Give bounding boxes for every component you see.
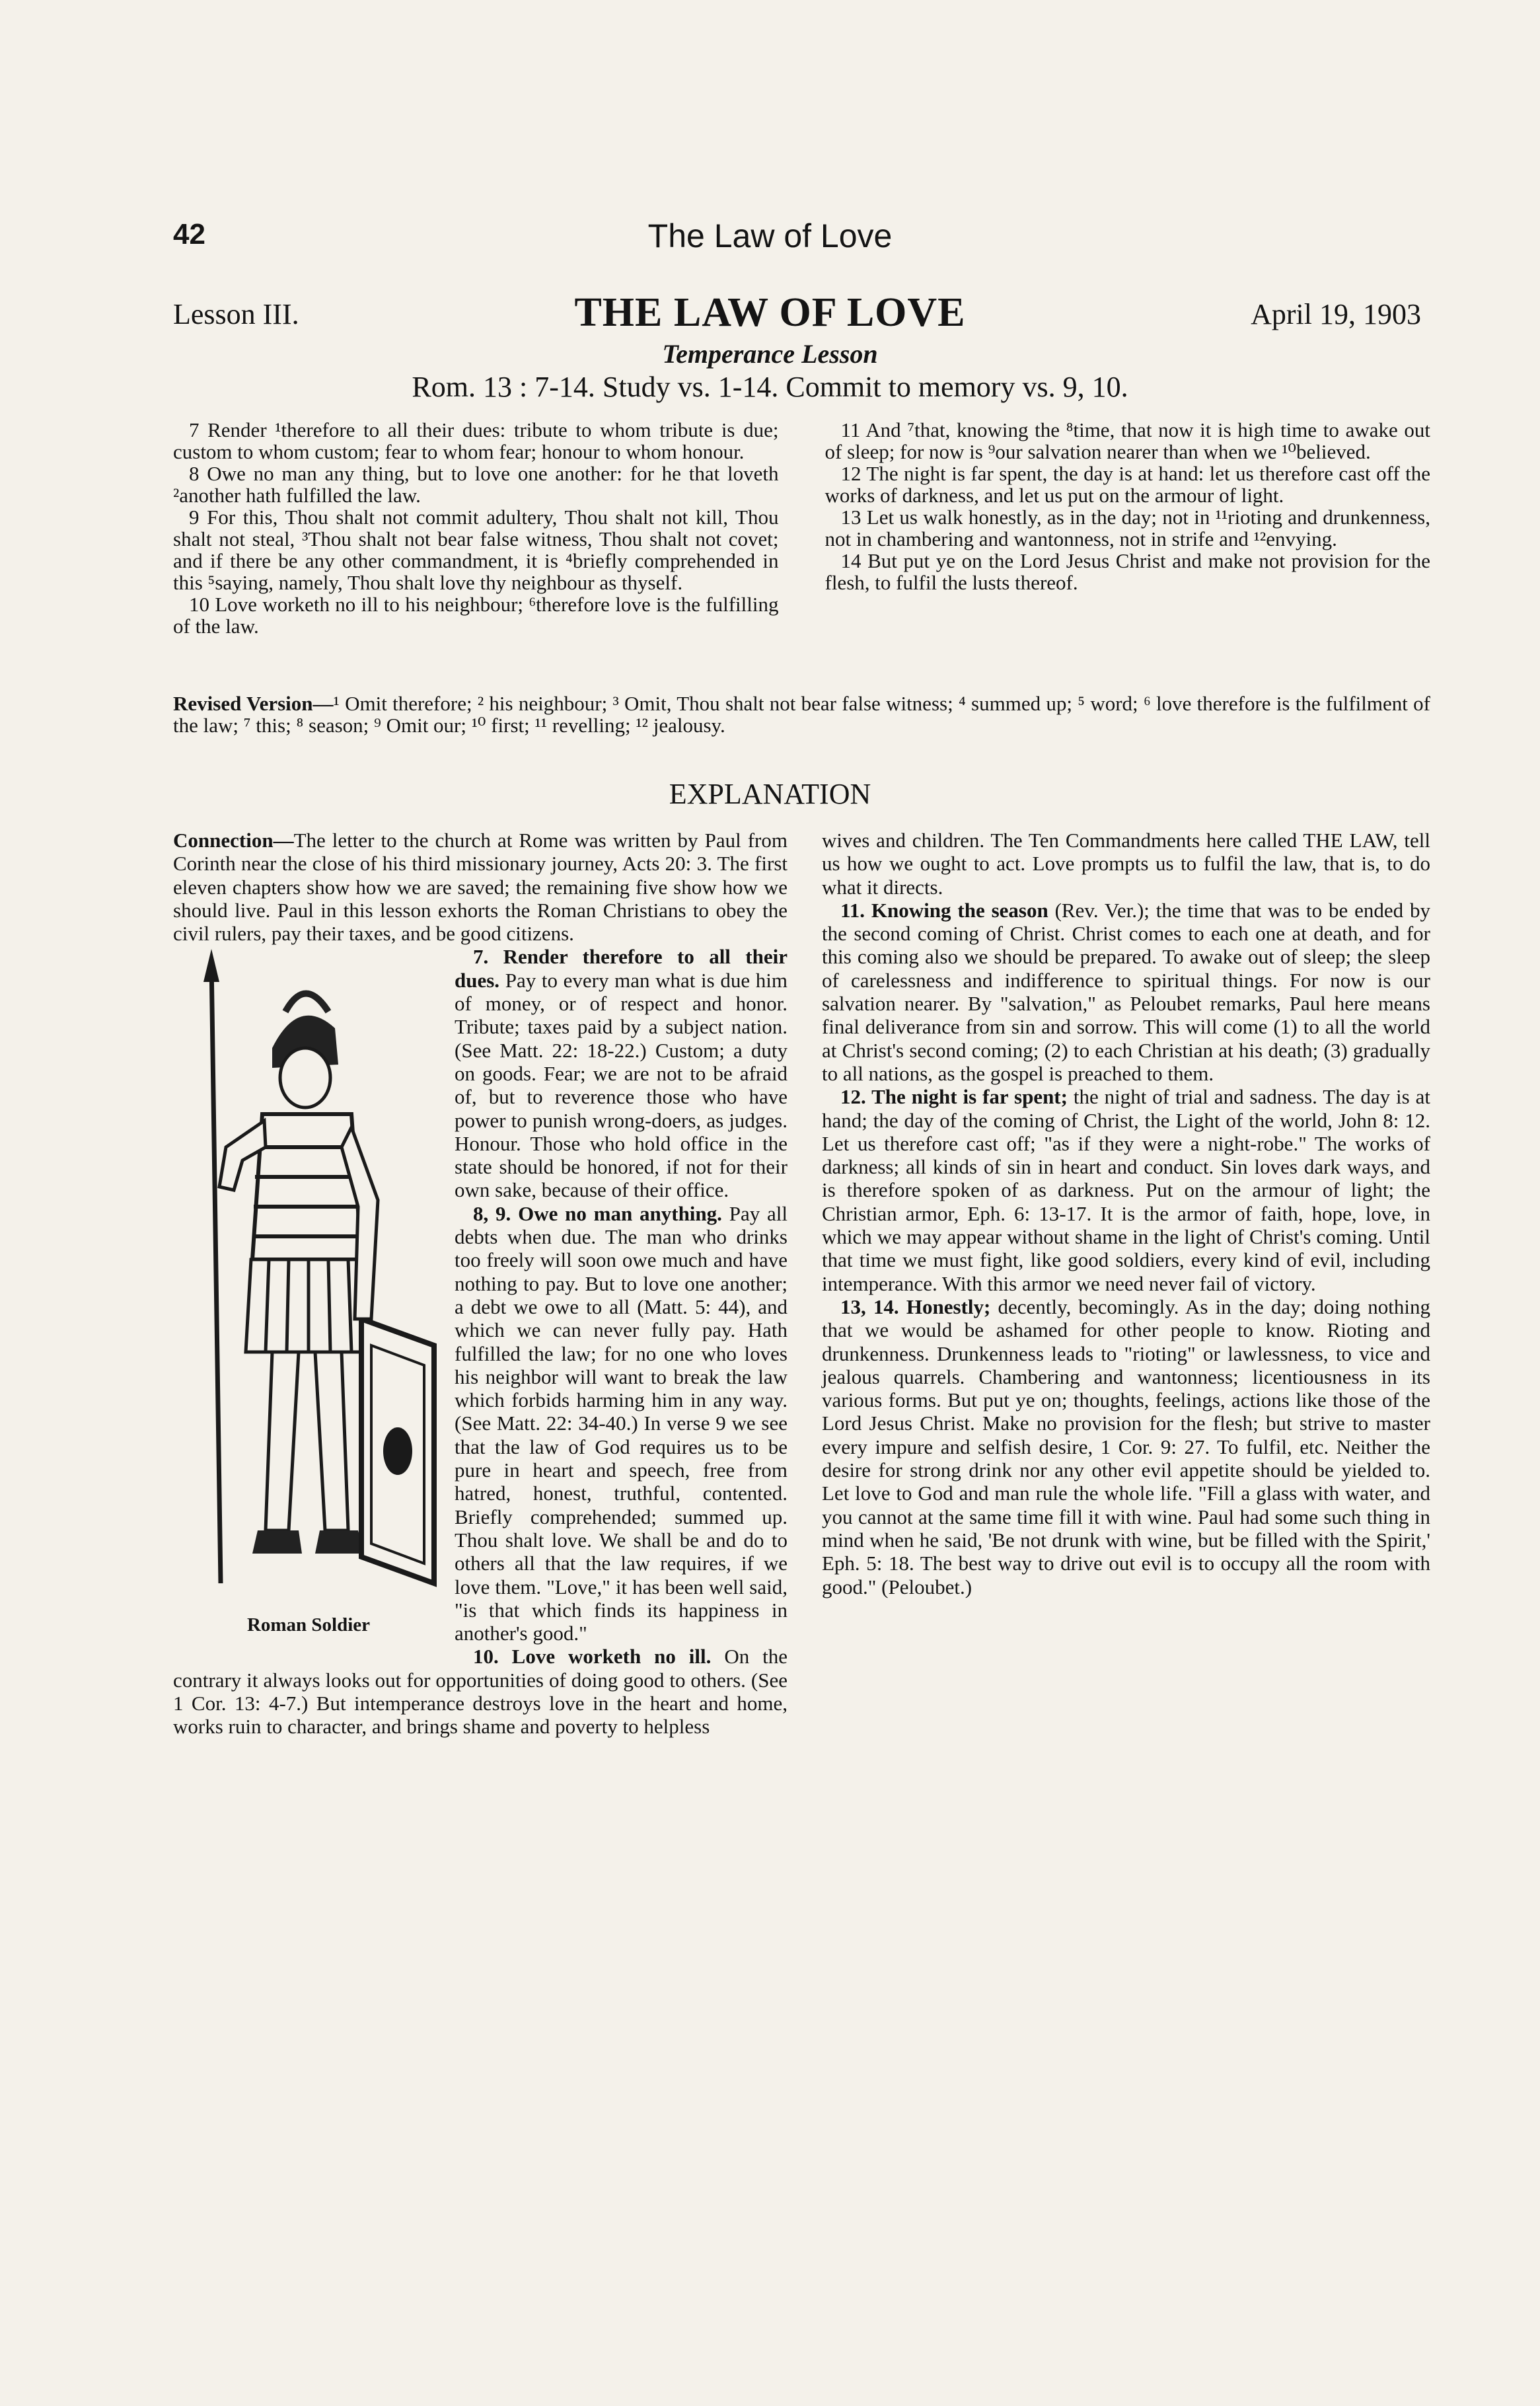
term-verses-8-9: 8, 9. Owe no man anything. [473, 1201, 722, 1225]
paragraph-verse-10: 10. Love worketh no ill. On the contrary it always looks out for opportunities of doing good to others. (See 1 Cor. 13: 4-7.) But intemperance destroys love in the heart and home, works ruin to character, and brings shame and poverty to helpless [173, 1645, 788, 1739]
verse-11: 11 And ⁷that, knowing the ⁸time, that now it is high time to awake out of sleep; for now is ⁹our salvation nearer than when we ¹⁰believed. [825, 418, 1430, 463]
revised-version-label: Revised Version— [173, 692, 334, 715]
roman-soldier-illustration [173, 949, 444, 1610]
term-connection: Connection— [173, 829, 294, 852]
explanation-left-column [173, 829, 788, 1739]
figure-caption: Roman Soldier [246, 1614, 371, 1636]
lesson-date: April 19, 1903 [1251, 298, 1421, 330]
verse-7: 7 Render ¹therefore to all their dues: tribute to whom tribute is due; custom to whom custom; fear to whom fear; honour to whom honour. [173, 418, 779, 463]
verse-9: 9 For this, Thou shalt not commit adultery, Thou shalt not kill, Thou shalt not steal, ³Thou shalt not bear false witness, Thou shalt not covet; and if there be any other commandment, it is ⁴briefly comprehended in this ⁵saying, namely, Thou shalt love thy neighbour as thyself. [173, 506, 779, 594]
running-title: The Law of Love [647, 217, 893, 254]
term-verse-11: 11. Knowing the season [840, 898, 1048, 922]
lesson-subtitle: Temperance Lesson [662, 339, 878, 369]
scripture-passage [173, 419, 1430, 637]
verse-10: 10 Love worketh no ill to his neighbour; ⁶therefore love is the fulfilling of the law. [173, 593, 779, 638]
verse-14: 14 But put ye on the Lord Jesus Christ and make not provision for the flesh, to fulfil the lusts thereof. [825, 549, 1430, 594]
term-verse-12: 12. The night is far spent; [840, 1085, 1068, 1109]
lesson-title: THE LAW OF LOVE [574, 290, 966, 335]
explanation-right-column [822, 829, 1430, 1598]
lesson-number: Lesson III. [173, 298, 299, 330]
term-verse-7: 7. Render therefore to all their dues. [455, 945, 788, 992]
term-verse-10: 10. Love worketh no ill. [473, 1645, 712, 1669]
explanation-heading: EXPLANATION [669, 778, 871, 810]
roman-soldier-figure [173, 949, 444, 1643]
paragraph-connection: Connection—The letter to the church at Rome was written by Paul from Corinth near the close of his third missionary journey, Acts 20: 3. The first eleven chapters show how we are saved; the remaining five show how we should live. Paul in this lesson exhorts the Roman Christians to obey the civil rulers, pay their taxes, and be good citizens. [173, 829, 788, 946]
paragraph-verses-13-14: 13, 14. Honestly; decently, becomingly. As in the day; doing nothing that we would be ashamed for other people to know. Rioting and drunkenness. Drunkenness leads to "rioting" or lawlessness, to vice and jealous quarrels. Chambering and wantonness; licentiousness in its various forms. But put ye on; thoughts, feelings, actions like those of the Lord Jesus Christ. Make no provision for the flesh; but strive to master every impure and selfish desire, 1 Cor. 9: 27. To fulfil, etc. Neither the desire for strong drink nor any other evil appetite should be yielded to. Let love to God and man rule the whole life. "Fill a glass with water, and you cannot at the same time fill it with wine. Paul had some such thing in mind when he said, 'Be not drunk with wine, but be filled with the Spirit,' Eph. 5: 18. The best way to drive out evil is to occupy all the room with good." (Peloubet.) [822, 1295, 1430, 1598]
page-number: 42 [173, 218, 205, 250]
paragraph-verse-11: 11. Knowing the season (Rev. Ver.); the time that was to be ended by the second coming of Christ. Christ comes to each one at death, and for this coming also we should be prepared. To awake out of sleep; the sleep of carelessness and indifference to spiritual things. For now is our salvation nearer. By "salvation," as Peloubet remarks, Paul here means final deliverance from sin and sorrow. This will come (1) to all the world at Christ's second coming; (2) to each Christian at his death; (3) gradually to all nations, as the gospel is preached to them. [822, 898, 1430, 1085]
verse-8: 8 Owe no man any thing, but to love one another: for he that loveth ²another hath fulfilled the law. [173, 462, 779, 507]
paragraph-continuation: wives and children. The Ten Commandments here called THE LAW, tell us how we ought to act. Love prompts us to fulfil the law, that is, to do what it directs. [822, 829, 1430, 899]
verse-13: 13 Let us walk honestly, as in the day; not in ¹¹rioting and drunkenness, not in chambering and wantonness, not in strife and ¹²envying. [825, 506, 1430, 550]
paragraph-verses-8-9: 8, 9. Owe no man anything. Pay all debts when due. The man who drinks too freely will soon owe much and have nothing to pay. But to love one another; a debt we owe to all (Matt. 5: 44), and which we can never fully pay. Hath fulfilled the law; for no one who loves his neighbor will want to break the law which forbids harming him in any way. (See Matt. 22: 34-40.) In verse 9 we see that the law of God requires us to be pure in heart and speech, free from hatred, honest, truthful, contented. Briefly comprehended; summed up. Thou shalt love. We shall be and do to others all that the law requires, if we love them. "Love," it has been well said, "is that which finds its happiness in another's good." [455, 1201, 788, 1645]
lesson-references: Rom. 13 : 7-14. Study vs. 1-14. Commit to memory vs. 9, 10. [412, 371, 1128, 403]
verse-12: 12 The night is far spent, the day is at hand: let us therefore cast off the works of darkness, and let us put on the armour of light. [825, 462, 1430, 507]
revised-version-notes [173, 693, 1430, 736]
paragraph-verse-12: 12. The night is far spent; the night of trial and sadness. The day is at hand; the day of the coming of Christ, the Light of the world, John 8: 12. Let us therefore cast off; "as if they were a night-robe." The works of darkness; all kinds of sin in heart and conduct. Sin loves dark ways, and is therefore spoken of as darkness. Put on the armour of light; the Christian armor, Eph. 6: 13-17. It is the armor of faith, hope, love, in which we may appear without shame in the light of Christ's coming. Until that time we must fight, like good soldiers, every kind of evil, including intemperance. With this armor we need never fail of victory. [822, 1085, 1430, 1295]
revised-version-text: ¹ Omit therefore; ² his neighbour; ³ Omit, Thou shalt not bear false witness; ⁴ summed up; ⁵ word; ⁶ love therefore is the fulfilment of the law; ⁷ this; ⁸ season; ⁹ Omit our; ¹⁰ first; ¹¹ revelling; ¹² jealousy. [173, 692, 1430, 737]
paragraph-verse-7: 7. Render therefore to all their dues. Pay to every man what is due him of money, or of respect and honor. Tribute; taxes paid by a subject nation. (See Matt. 22: 18-22.) Custom; a duty on goods. Fear; we are not to be afraid of, but to reverence those who have power to punish wrong-doers, as judges. Honour. Those who hold office in the state should be honored, if not for their own sake, because of their office. [455, 945, 788, 1202]
term-verses-13-14: 13, 14. Honestly; [840, 1295, 991, 1318]
